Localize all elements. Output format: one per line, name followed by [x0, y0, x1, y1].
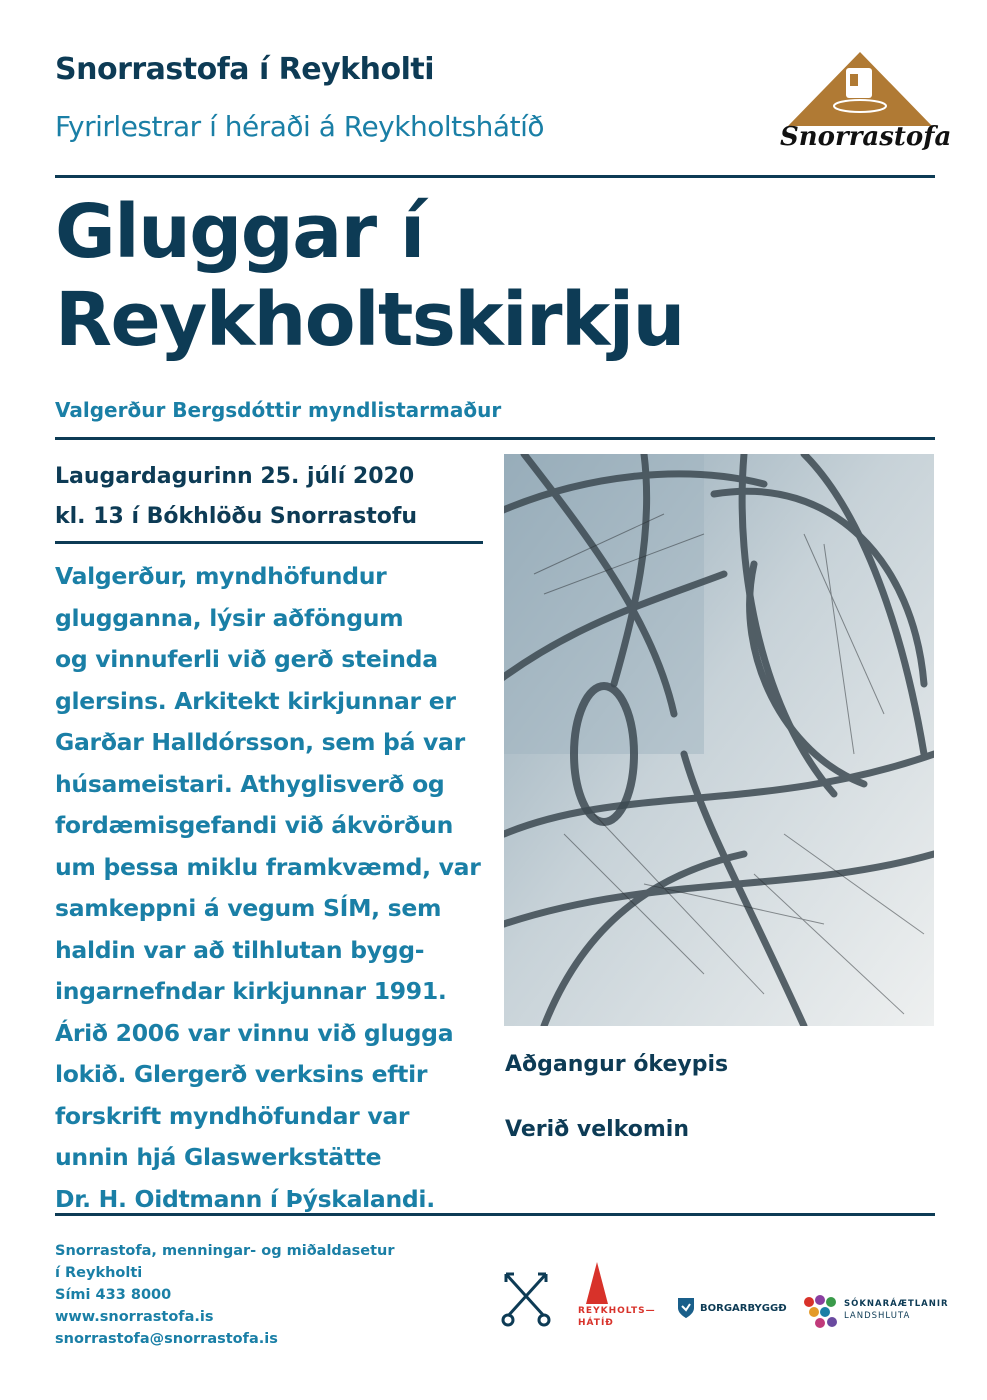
- footer-phone: Sími 433 8000: [55, 1287, 172, 1303]
- reykholtshatid-logo: [578, 1262, 658, 1332]
- soknar-label-1: SÓKNARÁÆTLANIR: [844, 1299, 949, 1309]
- description-line: um þessa miklu framkvæmd, var: [55, 852, 481, 881]
- footer-divider: [55, 1213, 935, 1216]
- description-line: lokið. Glergerð verksins eftir: [55, 1060, 428, 1088]
- speaker: Valgerður Bergsdóttir myndlistarmaður: [55, 398, 502, 422]
- description-line: Valgerður, myndhöfundur: [55, 562, 387, 590]
- footer-website-link[interactable]: www.snorrastofa.is: [55, 1309, 214, 1325]
- footer-org-line: Snorrastofa, menningar- og miðaldasetur: [55, 1243, 395, 1259]
- description-line: fordæmisgefandi við ákvörðun: [55, 811, 454, 839]
- footer-contact: [55, 1240, 394, 1350]
- description-line: forskrift myndhöfundar var: [55, 1101, 410, 1130]
- reykholtshatid-label-2: HÁTÍÐ: [578, 1318, 614, 1328]
- welcome-note: Verið velkomin: [505, 1117, 689, 1142]
- snorrastofa-logo: [780, 50, 952, 160]
- description-line: Dr. H. Oidtmann í Þýskalandi.: [55, 1184, 435, 1213]
- admission-note: Aðgangur ókeypis: [505, 1052, 729, 1077]
- event-time-place: kl. 13 í Bókhlöðu Snorrastofu: [55, 504, 418, 529]
- event-date: Laugardagurinn 25. júlí 2020: [55, 464, 415, 489]
- description-line: haldin var að tilhlutan bygg-: [55, 935, 425, 964]
- event-title-line1: Gluggar í: [55, 189, 424, 275]
- description-line: Árið 2006 var vinnu við glugga: [55, 1018, 454, 1047]
- crossed-keys-icon: [500, 1268, 552, 1328]
- event-title-line2: Reykholtskirkju: [55, 277, 684, 363]
- description-line: Garðar Halldórsson, sem þá var: [55, 728, 465, 756]
- footer-email-link[interactable]: snorrastofa@snorrastofa.is: [55, 1331, 278, 1347]
- description-line: glugganna, lýsir aðföngum: [55, 603, 404, 632]
- soknar-label-2: LANDSHLUTA: [844, 1311, 911, 1321]
- hexagon-cluster-icon: [802, 1294, 842, 1330]
- soknaraaetlanir-logo: [802, 1294, 949, 1334]
- footer-location: í Reykholti: [55, 1265, 143, 1281]
- description-line: glersins. Arkitekt kirkjunnar er: [55, 686, 456, 715]
- church-spire-icon: [582, 1262, 612, 1304]
- reykholtshatid-label-1: REYKHOLTS—: [578, 1306, 656, 1316]
- description-line: og vinnuferli við gerð steinda: [55, 645, 438, 673]
- event-description: [55, 556, 495, 1220]
- series-title: Fyrirlestrar í héraði á Reykholtshátíð: [55, 110, 544, 143]
- borgarbyggd-label: BORGARBYGGÐ: [700, 1303, 787, 1314]
- shield-icon: [676, 1296, 696, 1320]
- description-line: ingarnefndar kirkjunnar 1991.: [55, 977, 447, 1005]
- organization-name: Snorrastofa í Reykholti: [55, 52, 435, 87]
- house-roof-icon: [780, 50, 940, 130]
- description-line: samkeppni á vegum SÍM, sem: [55, 894, 442, 922]
- title-divider: [55, 437, 935, 440]
- header-divider: [55, 175, 935, 178]
- event-title: [55, 188, 684, 364]
- description-line: unnin hjá Glaswerkstätte: [55, 1143, 382, 1171]
- stained-glass-photo: [504, 454, 934, 1026]
- stained-glass-image: [504, 454, 934, 1026]
- description-line: húsameistari. Athyglisverð og: [55, 769, 445, 798]
- borgarbyggd-logo: [676, 1296, 786, 1324]
- date-divider: [55, 541, 483, 544]
- logo-wordmark: Snorrastofa: [780, 122, 952, 152]
- event-datetime: [55, 457, 417, 537]
